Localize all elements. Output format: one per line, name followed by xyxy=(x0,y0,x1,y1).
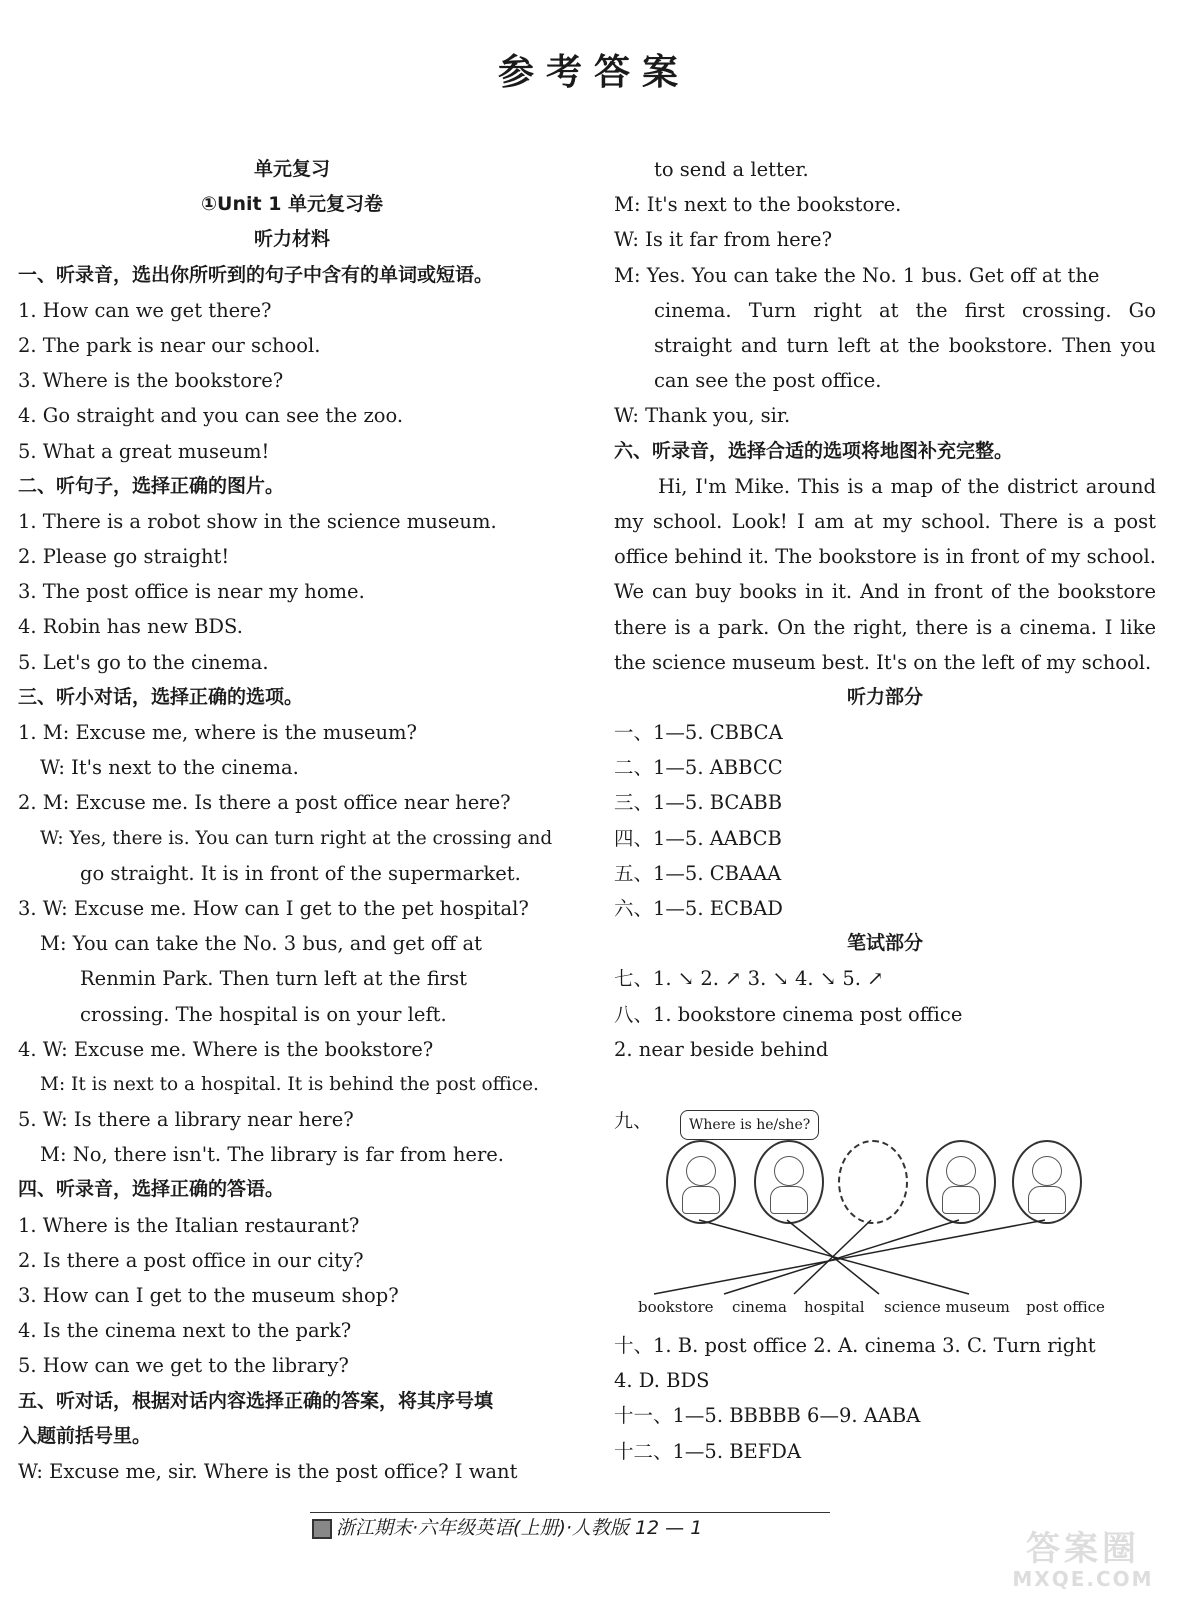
matching-lines xyxy=(614,1104,1154,1324)
question-heading: 一、听录音，选出你所听到的句子中含有的单词或短语。 xyxy=(18,263,494,286)
text-line: M: It's next to the bookstore. xyxy=(614,193,902,217)
right-column-bottom xyxy=(614,1328,1156,1469)
answer-line: 四、1—5. AABCB xyxy=(614,826,782,850)
answer-line: 十、1. B. post office 2. A. cinema 3. C. Turn right xyxy=(614,1334,1096,1357)
text-line: 3. How can I get to the museum shop? xyxy=(18,1284,399,1307)
answer-line: 一、1—5. CBBCA xyxy=(614,721,783,745)
left-column xyxy=(18,152,566,1489)
text-line: W: Excuse me, sir. Where is the post office? I want xyxy=(18,1459,518,1483)
page-footer xyxy=(310,1512,830,1547)
text-line: 4. Go straight and you can see the zoo. xyxy=(18,404,404,428)
section-heading: 单元复习 xyxy=(253,158,330,180)
text-line: go straight. It is in front of the supermarket. xyxy=(80,861,521,885)
footer-text: 浙江期末·六年级英语(上册)·人教版 12 — 1 xyxy=(336,1517,703,1539)
text-line: 4. W: Excuse me. Where is the bookstore? xyxy=(18,1037,434,1061)
answer-line: 4. D. BDS xyxy=(614,1369,710,1393)
question-heading: 六、听录音，选择合适的选项将地图补充完整。 xyxy=(614,439,1014,462)
place-label: post office xyxy=(1026,1298,1105,1316)
text-line: 5. How can we get to the library? xyxy=(18,1354,349,1378)
text-line: M: You can take the No. 3 bus, and get off at xyxy=(40,932,482,956)
text-line: 2. Please go straight! xyxy=(18,545,230,569)
question-heading-cont: 入题前括号里。 xyxy=(18,1424,152,1447)
text-line: to send a letter. xyxy=(654,158,809,181)
text-line: 1. There is a robot show in the science museum. xyxy=(18,509,497,533)
text-line: M: It is next to a hospital. It is behind the post office. xyxy=(40,1073,539,1095)
answer-line: 八、1. bookstore cinema post office xyxy=(614,1002,963,1026)
place-label: science museum xyxy=(884,1298,1010,1316)
text-line: W: Yes, there is. You can turn right at the crossing and xyxy=(40,827,553,849)
text-line: 5. Let's go to the cinema. xyxy=(18,650,269,674)
site-watermark xyxy=(998,1530,1168,1590)
place-label: hospital xyxy=(804,1298,865,1316)
question-heading: 二、听句子，选择正确的图片。 xyxy=(18,474,285,497)
unit-heading: ①Unit 1 单元复习卷 xyxy=(200,193,384,216)
text-line: 5. What a great museum! xyxy=(18,439,270,463)
written-answers-heading: 笔试部分 xyxy=(846,932,923,955)
answer-line: 2. near beside behind xyxy=(614,1037,829,1061)
text-line: W: It's next to the cinema. xyxy=(40,756,299,780)
matching-figure xyxy=(614,1104,1154,1324)
text-line: 4. Robin has new BDS. xyxy=(18,615,243,639)
text-line: 1. M: Excuse me, where is the museum? xyxy=(18,721,417,744)
watermark-url: MXQE.COM xyxy=(1012,1567,1154,1591)
text-line: crossing. The hospital is on your left. xyxy=(80,1002,447,1026)
text-line: W: Thank you, sir. xyxy=(614,404,791,428)
question-heading: 五、听对话，根据对话内容选择正确的答案，将其序号填 xyxy=(18,1389,494,1412)
map-paragraph: Hi, I'm Mike. This is a map of the district around my school. Look! I am at my school. There is a post office behind it. The bookstore is in front of my school. We can buy books in it. And in front of the bookstore there is a park. On the right, there is a cinema. I like the science museum best. It's on the left of my school. xyxy=(614,474,1156,674)
answer-line: 二、1—5. ABBCC xyxy=(614,756,783,780)
book-icon xyxy=(312,1519,332,1539)
text-line: 1. Where is the Italian restaurant? xyxy=(18,1213,360,1237)
text-line: 2. Is there a post office in our city? xyxy=(18,1248,364,1272)
text-line: W: Is it far from here? xyxy=(614,228,833,252)
text-line: M: No, there isn't. The library is far from here. xyxy=(40,1143,505,1167)
speech-bubble: Where is he/she? xyxy=(680,1110,819,1140)
text-line: 4. Is the cinema next to the park? xyxy=(18,1319,352,1343)
right-column xyxy=(614,152,1156,1067)
text-line: 3. W: Excuse me. How can I get to the pet hospital? xyxy=(18,896,529,920)
text-line: 1. How can we get there? xyxy=(18,298,272,322)
listening-answers-heading: 听力部分 xyxy=(846,685,923,708)
watermark-logo-text: 答案圈 xyxy=(1026,1529,1140,1569)
page-title: 参考答案 xyxy=(497,52,690,93)
question-heading: 四、听录音，选择正确的答语。 xyxy=(18,1178,285,1201)
listening-material-heading: 听力材料 xyxy=(253,228,330,251)
answer-line: 三、1—5. BCABB xyxy=(614,791,783,815)
answer-line: 六、1—5. ECBAD xyxy=(614,897,783,921)
answer-line: 五、1—5. CBAAA xyxy=(614,861,782,885)
answer-line: 十一、1—5. BBBBB 6—9. AABA xyxy=(614,1404,921,1428)
text-line: 2. M: Excuse me. Is there a post office near here? xyxy=(18,791,511,815)
dialogue-continuation: cinema. Turn right at the first crossing. Go straight and turn left at the bookstore. Then you can see the post office. xyxy=(654,298,1156,393)
question-heading: 三、听小对话，选择正确的选项。 xyxy=(18,685,304,708)
dialogue-line: M: Yes. You can take the No. 1 bus. Get off at the xyxy=(614,263,1100,287)
text-line: 2. The park is near our school. xyxy=(18,333,321,357)
place-label: bookstore xyxy=(638,1298,714,1316)
answer-line: 十二、1—5. BEFDA xyxy=(614,1439,802,1463)
text-line: 3. Where is the bookstore? xyxy=(18,369,284,393)
text-line: 5. W: Is there a library near here? xyxy=(18,1108,354,1132)
question-nine-label: 九、 xyxy=(614,1110,653,1132)
text-line: 3. The post office is near my home. xyxy=(18,580,365,604)
answer-line: 七、1. ↘ 2. ↗ 3. ↘ 4. ↘ 5. ↗ xyxy=(614,967,884,991)
place-label: cinema xyxy=(732,1298,787,1316)
text-line: Renmin Park. Then turn left at the first xyxy=(80,967,468,991)
